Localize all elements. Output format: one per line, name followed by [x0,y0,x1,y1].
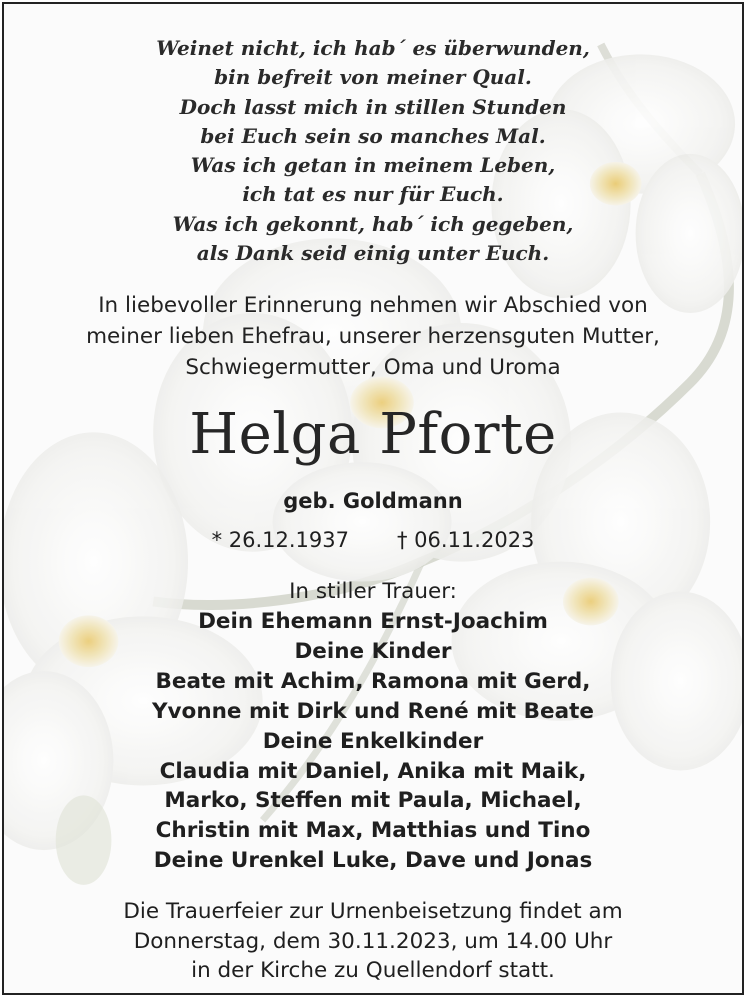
poem-line: Was ich gekonnt, hab´ ich gegeben, [172,211,574,236]
poem-line: Was ich getan in meinem Leben, [190,153,556,178]
mourner-line: Claudia mit Daniel, Anika mit Maik, [159,758,587,784]
deceased-name: Helga Pforte [189,402,557,467]
mourner-line: Marko, Steffen mit Paula, Michael, [164,788,582,814]
mourner-line: Deine Kinder [294,638,452,664]
maiden-name: geb. Goldmann [283,489,463,513]
obituary-card [2,2,744,995]
birth-date: * 26.12.1937 [211,528,349,552]
poem-line: ich tat es nur für Euch. [242,182,504,207]
funeral-line: Donnerstag, dem 30.11.2023, um 14.00 Uhr [133,928,613,954]
intro-line: In liebevoller Erinnerung nehmen wir Abschied von [98,293,648,318]
obituary-content [4,4,742,993]
death-date: † 06.11.2023 [397,528,535,552]
intro-text [4,290,742,383]
intro-line: meiner lieben Ehefrau, unserer herzensguten Mutter, [86,324,660,349]
mourners-list [4,607,742,876]
mourner-line: Deine Enkelkinder [262,728,484,754]
mourners-heading: In stiller Trauer: [289,579,457,604]
mourner-line: Dein Ehemann Ernst-Joachim [198,609,548,634]
poem-line: bei Euch sein so manches Mal. [200,123,546,148]
life-dates [4,525,742,555]
intro-line: Schwiegermutter, Oma und Uroma [185,355,561,380]
poem-line: bin befreit von meiner Qual. [214,65,532,90]
poem-line: Doch lasst mich in stillen Stunden [179,94,567,119]
mourner-line: Deine Urenkel Luke, Dave und Jonas [153,848,593,874]
funeral-notice [4,897,742,986]
funeral-line: Die Trauerfeier zur Urnenbeisetzung findet am [123,899,623,924]
poem-line: als Dank seid einig unter Euch. [196,241,550,266]
mourner-line: Beate mit Achim, Ramona mit Gerd, [155,668,591,694]
funeral-line: in der Kirche zu Quellendorf statt. [191,958,555,983]
mourner-line: Yvonne mit Dirk und René mit Beate [151,698,595,724]
poem-line: Weinet nicht, ich hab´ es überwunden, [156,36,590,60]
mourner-line: Christin mit Max, Matthias und Tino [155,818,591,844]
memorial-poem [4,34,742,268]
